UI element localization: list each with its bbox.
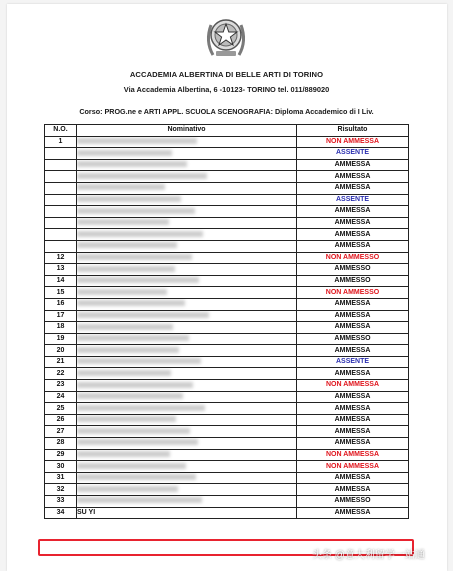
row-name bbox=[77, 275, 297, 287]
table-row bbox=[45, 403, 409, 415]
table-row bbox=[45, 484, 409, 496]
redacted-name bbox=[77, 196, 181, 202]
row-result: AMMESSA bbox=[297, 310, 409, 322]
row-number: 31 bbox=[45, 472, 77, 484]
row-result: AMMESSO bbox=[297, 333, 409, 345]
table-row bbox=[45, 426, 409, 438]
row-number: 30 bbox=[45, 461, 77, 473]
results-table bbox=[44, 124, 409, 519]
row-name bbox=[77, 298, 297, 310]
table-row bbox=[45, 438, 409, 450]
table-row bbox=[45, 322, 409, 334]
row-name bbox=[77, 426, 297, 438]
redacted-name bbox=[77, 405, 205, 411]
row-name bbox=[77, 322, 297, 334]
redacted-name bbox=[77, 150, 172, 156]
row-result: AMMESSA bbox=[297, 206, 409, 218]
row-number: 25 bbox=[45, 403, 77, 415]
table-row bbox=[45, 380, 409, 392]
row-name bbox=[77, 461, 297, 473]
row-result: NON AMMESSA bbox=[297, 136, 409, 148]
row-result: AMMESSA bbox=[297, 403, 409, 415]
table-row bbox=[45, 194, 409, 206]
table-row bbox=[45, 461, 409, 473]
row-result: AMMESSA bbox=[297, 507, 409, 519]
row-name bbox=[77, 438, 297, 450]
row-number bbox=[45, 159, 77, 171]
redacted-name bbox=[77, 335, 189, 341]
row-name bbox=[77, 171, 297, 183]
row-name bbox=[77, 391, 297, 403]
row-number: 22 bbox=[45, 368, 77, 380]
redacted-name bbox=[77, 254, 192, 260]
row-result: AMMESSA bbox=[297, 229, 409, 241]
row-name bbox=[77, 206, 297, 218]
row-name bbox=[77, 414, 297, 426]
row-number: 24 bbox=[45, 391, 77, 403]
row-result: ASSENTE bbox=[297, 356, 409, 368]
row-number bbox=[45, 206, 77, 218]
row-number: 28 bbox=[45, 438, 77, 450]
row-name bbox=[77, 310, 297, 322]
row-number: 21 bbox=[45, 356, 77, 368]
row-number: 13 bbox=[45, 264, 77, 276]
table-row bbox=[45, 182, 409, 194]
table-row bbox=[45, 206, 409, 218]
table-row bbox=[45, 252, 409, 264]
row-number: 27 bbox=[45, 426, 77, 438]
column-header-number: N.O. bbox=[45, 125, 77, 137]
table-row bbox=[45, 449, 409, 461]
row-result: AMMESSA bbox=[297, 322, 409, 334]
row-name bbox=[77, 252, 297, 264]
redacted-name bbox=[77, 486, 178, 492]
redacted-name bbox=[77, 439, 198, 445]
redacted-name bbox=[77, 219, 169, 225]
redacted-name bbox=[77, 358, 201, 364]
row-name bbox=[77, 449, 297, 461]
redacted-name bbox=[77, 184, 165, 190]
table-row bbox=[45, 240, 409, 252]
redacted-name bbox=[77, 289, 167, 295]
table-row bbox=[45, 333, 409, 345]
course-title: Corso: PROG.ne e ARTI APPL. SCUOLA SCENOGRAFIA: Diploma Accademico di I Liv. bbox=[79, 107, 374, 116]
row-number: 19 bbox=[45, 333, 77, 345]
redacted-name bbox=[77, 242, 177, 248]
row-name bbox=[77, 368, 297, 380]
table-row bbox=[45, 507, 409, 519]
row-name bbox=[77, 345, 297, 357]
row-result: AMMESSA bbox=[297, 414, 409, 426]
table-row bbox=[45, 391, 409, 403]
row-result: AMMESSA bbox=[297, 298, 409, 310]
table-row bbox=[45, 264, 409, 276]
redacted-name bbox=[77, 416, 176, 422]
row-result: AMMESSA bbox=[297, 217, 409, 229]
row-name bbox=[77, 217, 297, 229]
table-row bbox=[45, 472, 409, 484]
table-row bbox=[45, 310, 409, 322]
row-number: 23 bbox=[45, 380, 77, 392]
row-number bbox=[45, 217, 77, 229]
row-number: 29 bbox=[45, 449, 77, 461]
row-number bbox=[45, 171, 77, 183]
row-name: SU YI bbox=[77, 507, 297, 519]
row-number: 32 bbox=[45, 484, 77, 496]
row-result: AMMESSA bbox=[297, 345, 409, 357]
row-result: AMMESSA bbox=[297, 438, 409, 450]
row-name bbox=[77, 264, 297, 276]
table-row bbox=[45, 148, 409, 160]
row-result: AMMESSA bbox=[297, 159, 409, 171]
redacted-name bbox=[77, 347, 179, 353]
redacted-name bbox=[77, 277, 199, 283]
row-number: 12 bbox=[45, 252, 77, 264]
row-number: 17 bbox=[45, 310, 77, 322]
table-header-row bbox=[45, 125, 409, 137]
row-result: AMMESSA bbox=[297, 240, 409, 252]
institution-address: Via Accademia Albertina, 6 -10123- TORINO tel. 011/889020 bbox=[123, 85, 330, 94]
redacted-name bbox=[77, 370, 171, 376]
row-name bbox=[77, 484, 297, 496]
row-result: AMMESSA bbox=[297, 472, 409, 484]
table-row bbox=[45, 345, 409, 357]
row-number: 20 bbox=[45, 345, 77, 357]
row-number bbox=[45, 240, 77, 252]
row-name bbox=[77, 496, 297, 508]
redacted-name bbox=[77, 266, 175, 272]
row-number bbox=[45, 182, 77, 194]
table-row bbox=[45, 229, 409, 241]
table-row bbox=[45, 275, 409, 287]
row-name bbox=[77, 403, 297, 415]
row-result: ASSENTE bbox=[297, 148, 409, 160]
watermark: 头条 @意大利留学一站通 bbox=[312, 550, 425, 561]
row-name bbox=[77, 148, 297, 160]
redacted-name bbox=[77, 497, 202, 503]
row-result: NON AMMESSO bbox=[297, 252, 409, 264]
table-row bbox=[45, 414, 409, 426]
row-number: 18 bbox=[45, 322, 77, 334]
row-name bbox=[77, 182, 297, 194]
row-result: AMMESSO bbox=[297, 275, 409, 287]
table-row bbox=[45, 159, 409, 171]
institution-title: ACCADEMIA ALBERTINA DI BELLE ARTI DI TORINO bbox=[129, 70, 324, 79]
row-name bbox=[77, 159, 297, 171]
row-result: NON AMMESSA bbox=[297, 461, 409, 473]
row-number bbox=[45, 229, 77, 241]
row-result: NON AMMESSA bbox=[297, 449, 409, 461]
row-number: 26 bbox=[45, 414, 77, 426]
row-result: AMMESSO bbox=[297, 264, 409, 276]
row-number: 14 bbox=[45, 275, 77, 287]
row-name bbox=[77, 229, 297, 241]
redacted-name bbox=[77, 173, 207, 179]
column-header-result: Risultato bbox=[297, 125, 409, 137]
redacted-name bbox=[77, 138, 197, 144]
redacted-name bbox=[77, 393, 183, 399]
redacted-name bbox=[77, 300, 185, 306]
table-row bbox=[45, 356, 409, 368]
table-row bbox=[45, 171, 409, 183]
row-result: AMMESSO bbox=[297, 496, 409, 508]
table-row bbox=[45, 298, 409, 310]
table-row bbox=[45, 287, 409, 299]
row-name bbox=[77, 356, 297, 368]
redacted-name bbox=[77, 208, 195, 214]
row-name bbox=[77, 472, 297, 484]
row-number: 15 bbox=[45, 287, 77, 299]
row-number: 1 bbox=[45, 136, 77, 148]
redacted-name bbox=[77, 161, 187, 167]
redacted-name bbox=[77, 428, 190, 434]
row-number: 34 bbox=[45, 507, 77, 519]
row-number bbox=[45, 194, 77, 206]
row-result: AMMESSA bbox=[297, 391, 409, 403]
row-result: NON AMMESSO bbox=[297, 287, 409, 299]
row-name bbox=[77, 380, 297, 392]
row-result: AMMESSA bbox=[297, 484, 409, 496]
table-row bbox=[45, 217, 409, 229]
table-row bbox=[45, 136, 409, 148]
column-header-name: Nominativo bbox=[77, 125, 297, 137]
row-number bbox=[45, 148, 77, 160]
row-result: ASSENTE bbox=[297, 194, 409, 206]
redacted-name bbox=[77, 451, 170, 457]
row-result: AMMESSA bbox=[297, 182, 409, 194]
row-result: AMMESSA bbox=[297, 368, 409, 380]
row-name bbox=[77, 287, 297, 299]
row-name bbox=[77, 136, 297, 148]
row-result: AMMESSA bbox=[297, 426, 409, 438]
italian-republic-emblem-icon bbox=[203, 11, 249, 63]
row-name bbox=[77, 194, 297, 206]
row-number: 33 bbox=[45, 496, 77, 508]
table-row bbox=[45, 368, 409, 380]
redacted-name bbox=[77, 474, 196, 480]
redacted-name bbox=[77, 382, 193, 388]
row-result: AMMESSA bbox=[297, 171, 409, 183]
row-number: 16 bbox=[45, 298, 77, 310]
table-row bbox=[45, 496, 409, 508]
redacted-name bbox=[77, 324, 173, 330]
redacted-name bbox=[77, 231, 203, 237]
row-result: NON AMMESSA bbox=[297, 380, 409, 392]
row-name bbox=[77, 333, 297, 345]
row-name bbox=[77, 240, 297, 252]
redacted-name bbox=[77, 463, 186, 469]
redacted-name bbox=[77, 312, 209, 318]
